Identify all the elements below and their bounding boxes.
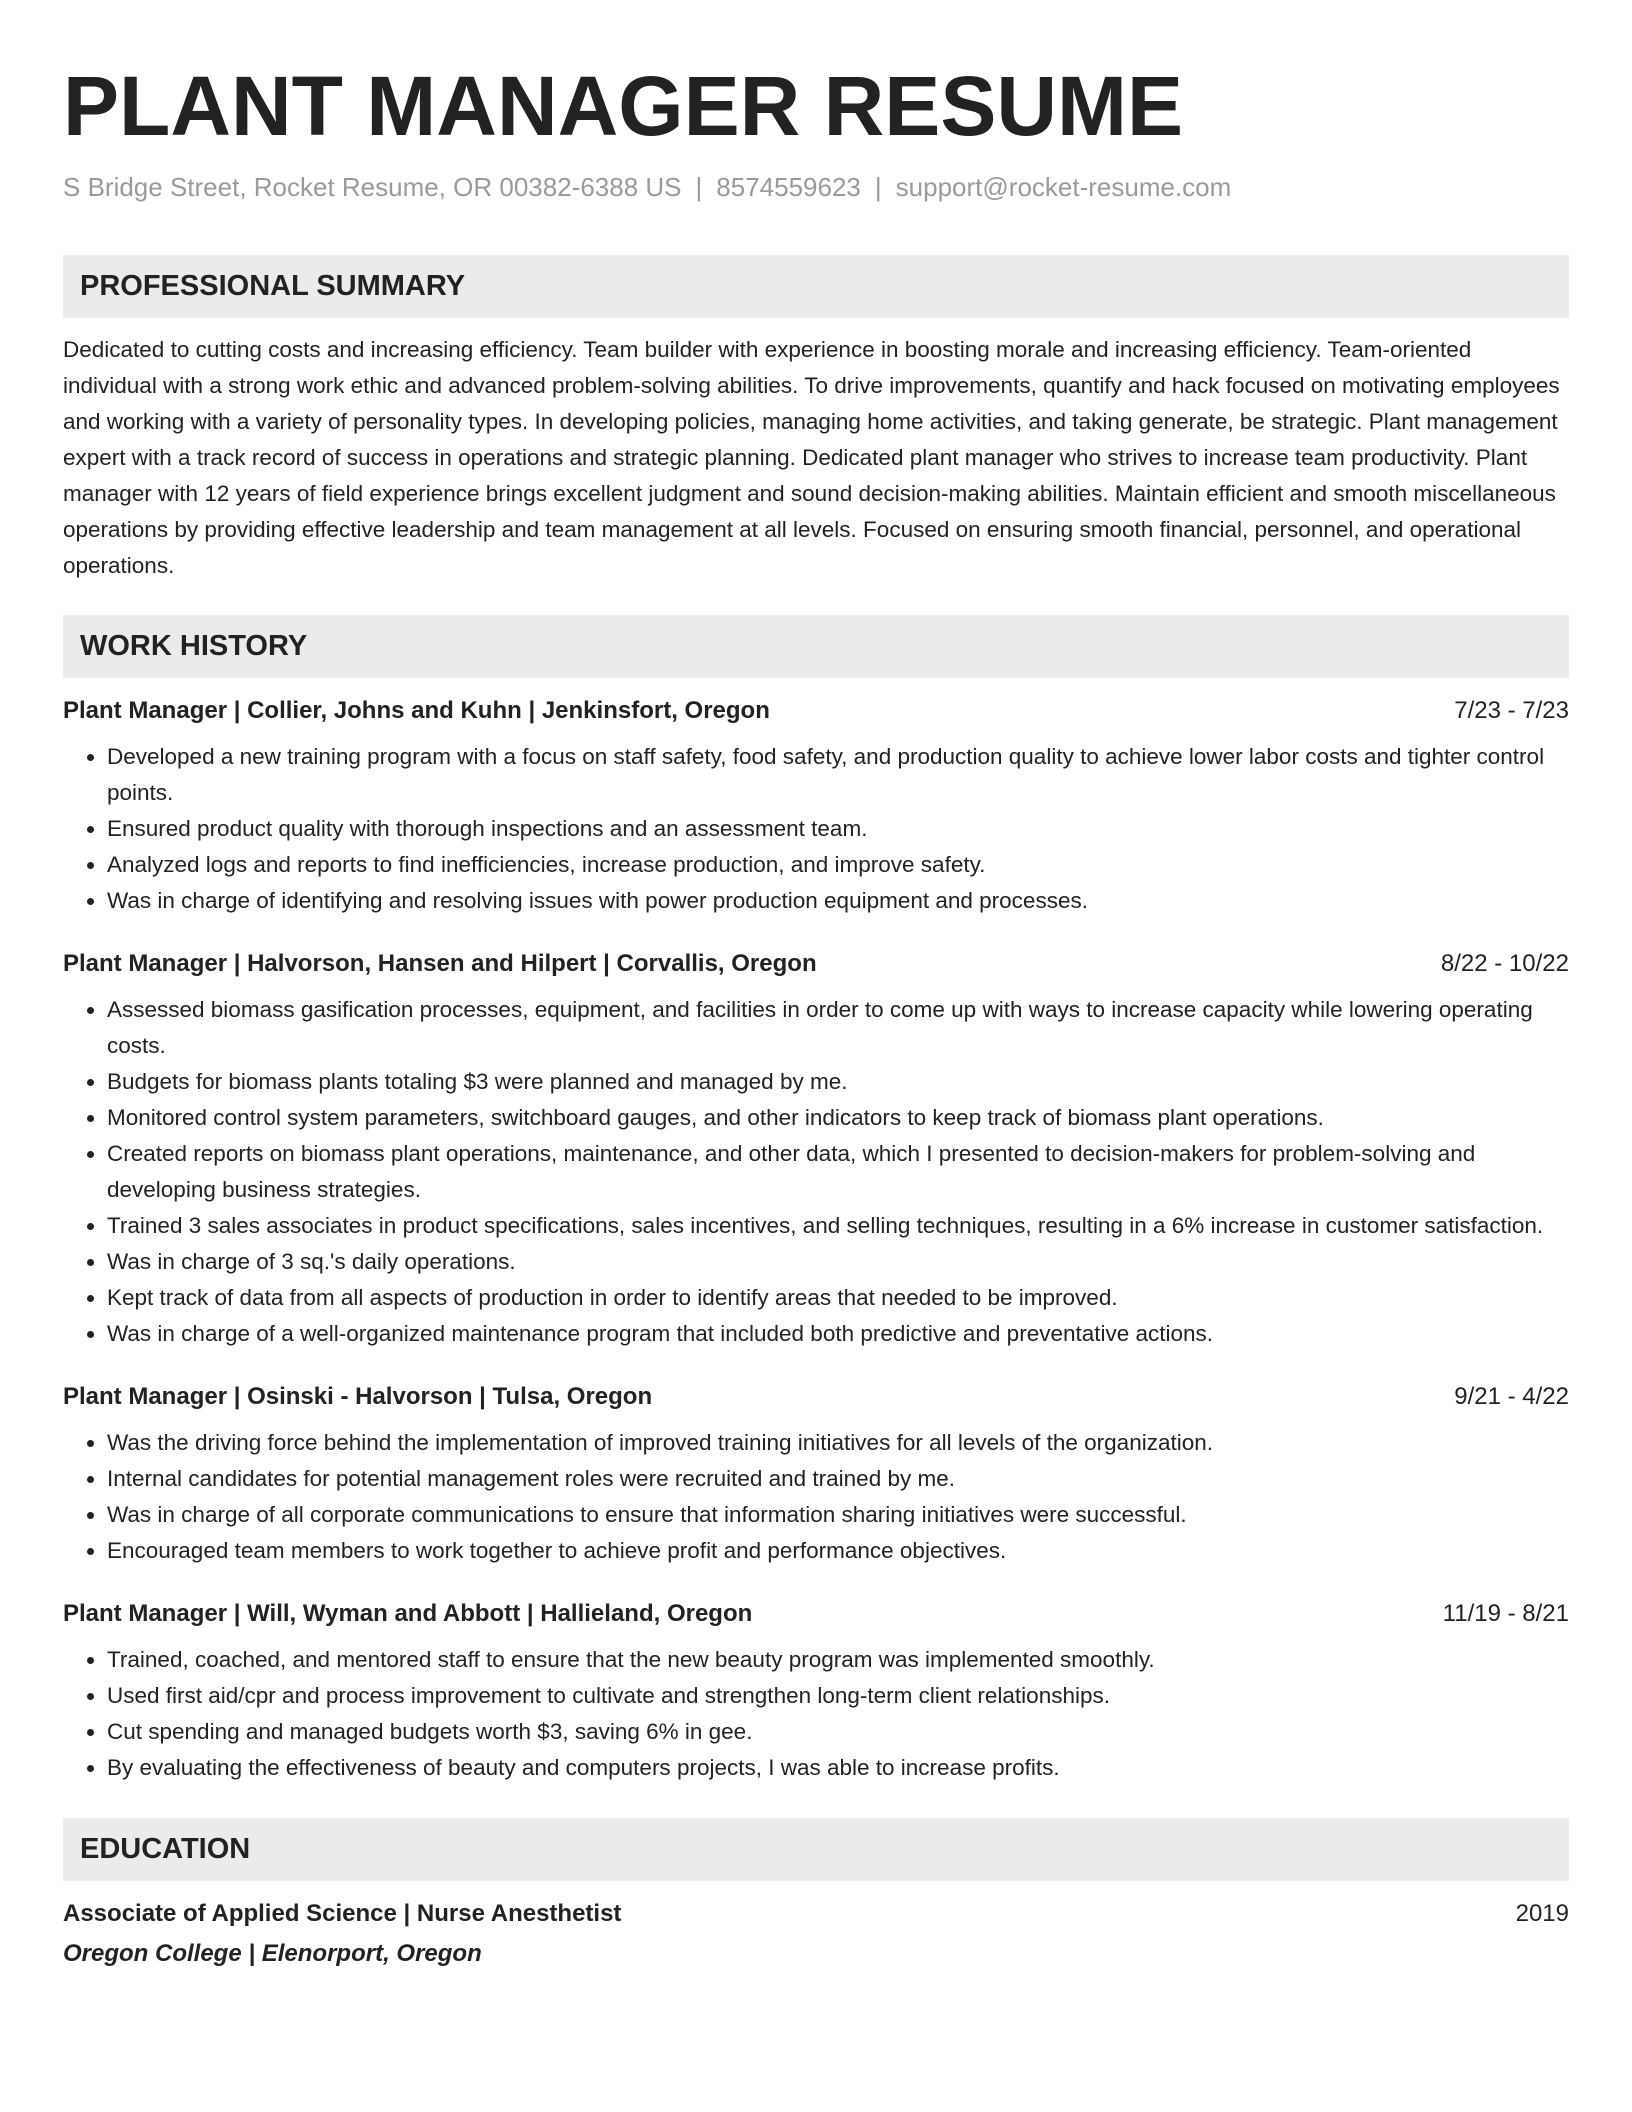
education-header [63, 1899, 1569, 1929]
section-header-summary: PROFESSIONAL SUMMARY [63, 255, 1569, 318]
job-bullet: • Was the driving force behind the implementation of improved training initiatives for all levels of the organization. [107, 1425, 1569, 1461]
job-entry [63, 696, 1569, 919]
job-bullet: • Kept track of data from all aspects of production in order to identify areas that needed to be improved. [107, 1280, 1569, 1316]
job-dates: 9/21 - 4/22 [1454, 1383, 1569, 1411]
job-bullet: • Assessed biomass gasification processes, equipment, and facilities in order to come up with ways to increase capacity while lowering operating costs. [107, 992, 1569, 1064]
job-bullets [63, 1642, 1569, 1786]
education-school: Oregon College | Elenorport, Oregon [63, 1940, 482, 1968]
job-bullet: • Monitored control system parameters, switchboard gauges, and other indicators to keep track of biomass plant operations. [107, 1100, 1569, 1136]
job-bullet: • Was in charge of a well-organized maintenance program that included both predictive and preventative actions. [107, 1316, 1569, 1352]
job-entry [63, 1599, 1569, 1786]
job-title: Plant Manager | Collier, Johns and Kuhn | Jenkinsfort, Oregon [63, 697, 770, 725]
job-bullets [63, 992, 1569, 1352]
job-title: Plant Manager | Will, Wyman and Abbott | Hallieland, Oregon [63, 1600, 753, 1628]
job-title: Plant Manager | Osinski - Halvorson | Tulsa, Oregon [63, 1383, 653, 1411]
resume-title: PLANT MANAGER RESUME [63, 59, 1184, 153]
job-bullet: • Was in charge of identifying and resolving issues with power production equipment and processes. [107, 883, 1569, 919]
education-entry [63, 1899, 1569, 1969]
job-bullets [63, 1425, 1569, 1569]
job-dates: 11/19 - 8/21 [1442, 1600, 1569, 1628]
job-entry [63, 949, 1569, 1352]
job-bullets [63, 739, 1569, 919]
job-bullet: • Budgets for biomass plants totaling $3 were planned and managed by me. [107, 1064, 1569, 1100]
job-bullet: • Created reports on biomass plant operations, maintenance, and other data, which I presented to decision-makers for problem-solving and developing business strategies. [107, 1136, 1569, 1208]
job-bullet: • By evaluating the effectiveness of beauty and computers projects, I was able to increase profits. [107, 1750, 1569, 1786]
contact-email: support@rocket-resume.com [895, 172, 1232, 202]
contact-separator: | [874, 172, 882, 202]
job-bullet: • Cut spending and managed budgets worth $3, saving 6% in gee. [107, 1714, 1569, 1750]
job-bullet: • Developed a new training program with a focus on staff safety, food safety, and production quality to achieve lower labor costs and tighter control points. [107, 739, 1569, 811]
job-dates: 8/22 - 10/22 [1440, 950, 1569, 978]
job-bullet: • Was in charge of 3 sq.'s daily operations. [107, 1244, 1569, 1280]
education-degree: Associate of Applied Science | Nurse Anesthetist [63, 1900, 622, 1928]
job-header [63, 1382, 1569, 1412]
job-title: Plant Manager | Halvorson, Hansen and Hilpert | Corvallis, Oregon [63, 950, 817, 978]
job-bullet: • Analyzed logs and reports to find inefficiencies, increase production, and improve safety. [107, 847, 1569, 883]
job-bullet: • Internal candidates for potential management roles were recruited and trained by me. [107, 1461, 1569, 1497]
job-header [63, 696, 1569, 726]
section-header-work-history: WORK HISTORY [63, 615, 1569, 678]
contact-address: S Bridge Street, Rocket Resume, OR 00382-6388 US [63, 172, 682, 202]
job-bullet: • Trained, coached, and mentored staff to ensure that the new beauty program was implemented smoothly. [107, 1642, 1569, 1678]
job-dates: 7/23 - 7/23 [1454, 697, 1569, 725]
contact-phone: 8574559623 [716, 172, 861, 202]
job-bullet: • Was in charge of all corporate communications to ensure that information sharing initiatives were successful. [107, 1497, 1569, 1533]
job-bullet: • Ensured product quality with thorough inspections and an assessment team. [107, 811, 1569, 847]
summary-text: Dedicated to cutting costs and increasing efficiency. Team builder with experience in boosting morale and increasing efficiency. Team-oriented individual with a strong work ethic and advanced problem-solving abilities. To drive improvements, quantify and hack focused on motivating employees and working with a variety of personality types. In developing policies, managing home activities, and taking generate, be strategic. Plant management expert with a track record of success in operations and strategic planning. Dedicated plant manager who strives to increase team productivity. Plant manager with 12 years of field experience brings excellent judgment and sound decision-making abilities. Maintain efficient and smooth miscellaneous operations by providing effective leadership and team management at all levels. Focused on ensuring smooth financial, personnel, and operational operations. [63, 337, 1560, 579]
contact-separator: | [695, 172, 703, 202]
education-year: 2019 [1515, 1900, 1569, 1928]
contact-line [63, 172, 1569, 203]
job-header [63, 949, 1569, 979]
job-bullet: • Used first aid/cpr and process improvement to cultivate and strengthen long-term client relationships. [107, 1678, 1569, 1714]
job-bullet: • Trained 3 sales associates in product specifications, sales incentives, and selling techniques, resulting in a 6% increase in customer satisfaction. [107, 1208, 1569, 1244]
job-header [63, 1599, 1569, 1629]
section-header-education: EDUCATION [63, 1818, 1569, 1881]
job-bullet: • Encouraged team members to work together to achieve profit and performance objectives. [107, 1533, 1569, 1569]
job-entry [63, 1382, 1569, 1569]
